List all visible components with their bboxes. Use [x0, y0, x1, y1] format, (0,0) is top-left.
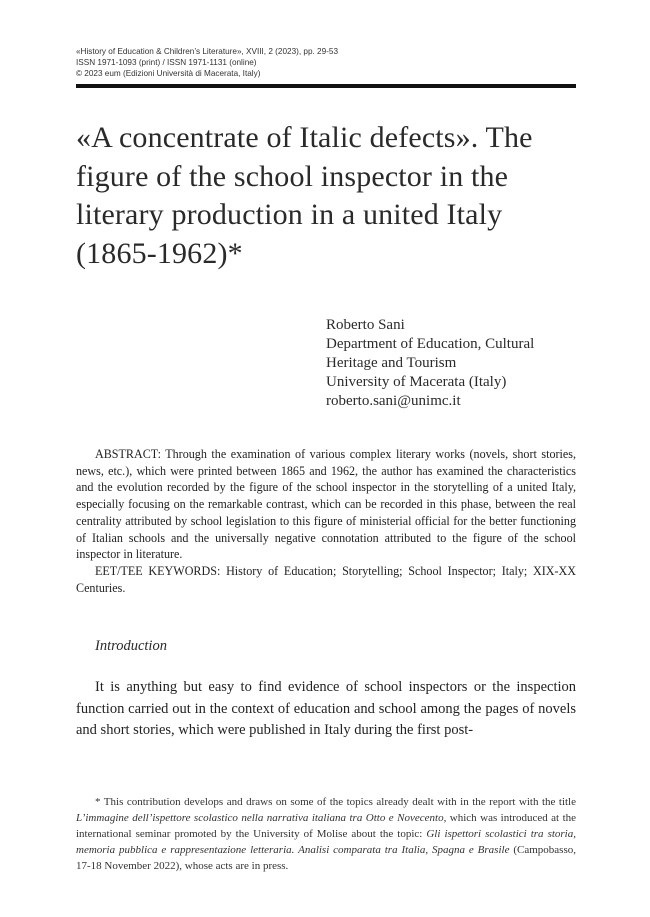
- author-department-line-1: Department of Education, Cultural: [326, 336, 535, 352]
- footnote-text-2: , which was introduced at the international seminar promoted by the University of Molise about the topic:: [76, 811, 577, 841]
- paper-page: [76, 46, 576, 874]
- author-email: roberto.sani@unimc.it: [326, 393, 461, 409]
- section-heading: Introduction: [95, 638, 167, 655]
- keywords-text: EET/TEE KEYWORDS: History of Education; Storytelling; School Inspector; Italy; XIX-XX Centuries.: [76, 563, 576, 595]
- footnote: [76, 794, 576, 874]
- author-block: [326, 316, 576, 411]
- article-title: «A concentrate of Italic defects». The figure of the school inspector in the literary production in a united Italy (1865-1962)*: [76, 121, 533, 270]
- body-paragraph: It is anything but easy to find evidence of school inspectors or the inspection function carried out in the context of education and school among the pages of novels and short stories, which were published in Italy during the first post-: [76, 679, 576, 739]
- journal-header: [76, 46, 576, 79]
- abstract-block: [76, 446, 576, 596]
- abstract-text: ABSTRACT: Through the examination of various complex literary works (novels, short stories, news, etc.), which were printed between 1865 and 1962, the author has examined the characteristics and the evolution recorded by the figure of the school inspector in the storytelling of a united Italy, especially focusing on the remarkable contrast, which can be recorded in this phase, between the real centrality attributed by school legislation to this figure of ministerial official for the better functioning of Italian schools and the universally negative connotation attributed to the figure of the school inspector in literature.: [76, 447, 576, 562]
- author-university: University of Macerata (Italy): [326, 374, 507, 390]
- footnote-text-3: (Campobasso, 17-18 November 2022), whose acts are in press.: [76, 844, 576, 873]
- copyright-line: © 2023 eum (Edizioni Università di Macerata, Italy): [76, 69, 261, 78]
- footnote-text-1: * This contribution develops and draws on some of the topics already dealt with in the report with the title: [95, 795, 576, 808]
- body-text: [76, 677, 576, 742]
- journal-citation: «History of Education & Children’s Literature», XVIII, 2 (2023), pp. 29-53: [76, 47, 338, 56]
- author-department-line-2: Heritage and Tourism: [326, 355, 457, 371]
- footnote-paragraph: [76, 794, 576, 874]
- footnote-report-title: L’immagine dell’ispettore scolastico nella narrativa italiana tra Otto e Novecento: [76, 811, 444, 824]
- header-rule: [76, 84, 576, 88]
- footnote-seminar-title: Gli ispettori scolastici tra storia, memoria pubblica e rappresentazione letteraria. Analisi comparata tra Italia, Spagna e Brasile: [76, 828, 576, 857]
- issn-line: ISSN 1971-1093 (print) / ISSN 1971-1131 (online): [76, 58, 257, 67]
- author-name: Roberto Sani: [326, 317, 405, 333]
